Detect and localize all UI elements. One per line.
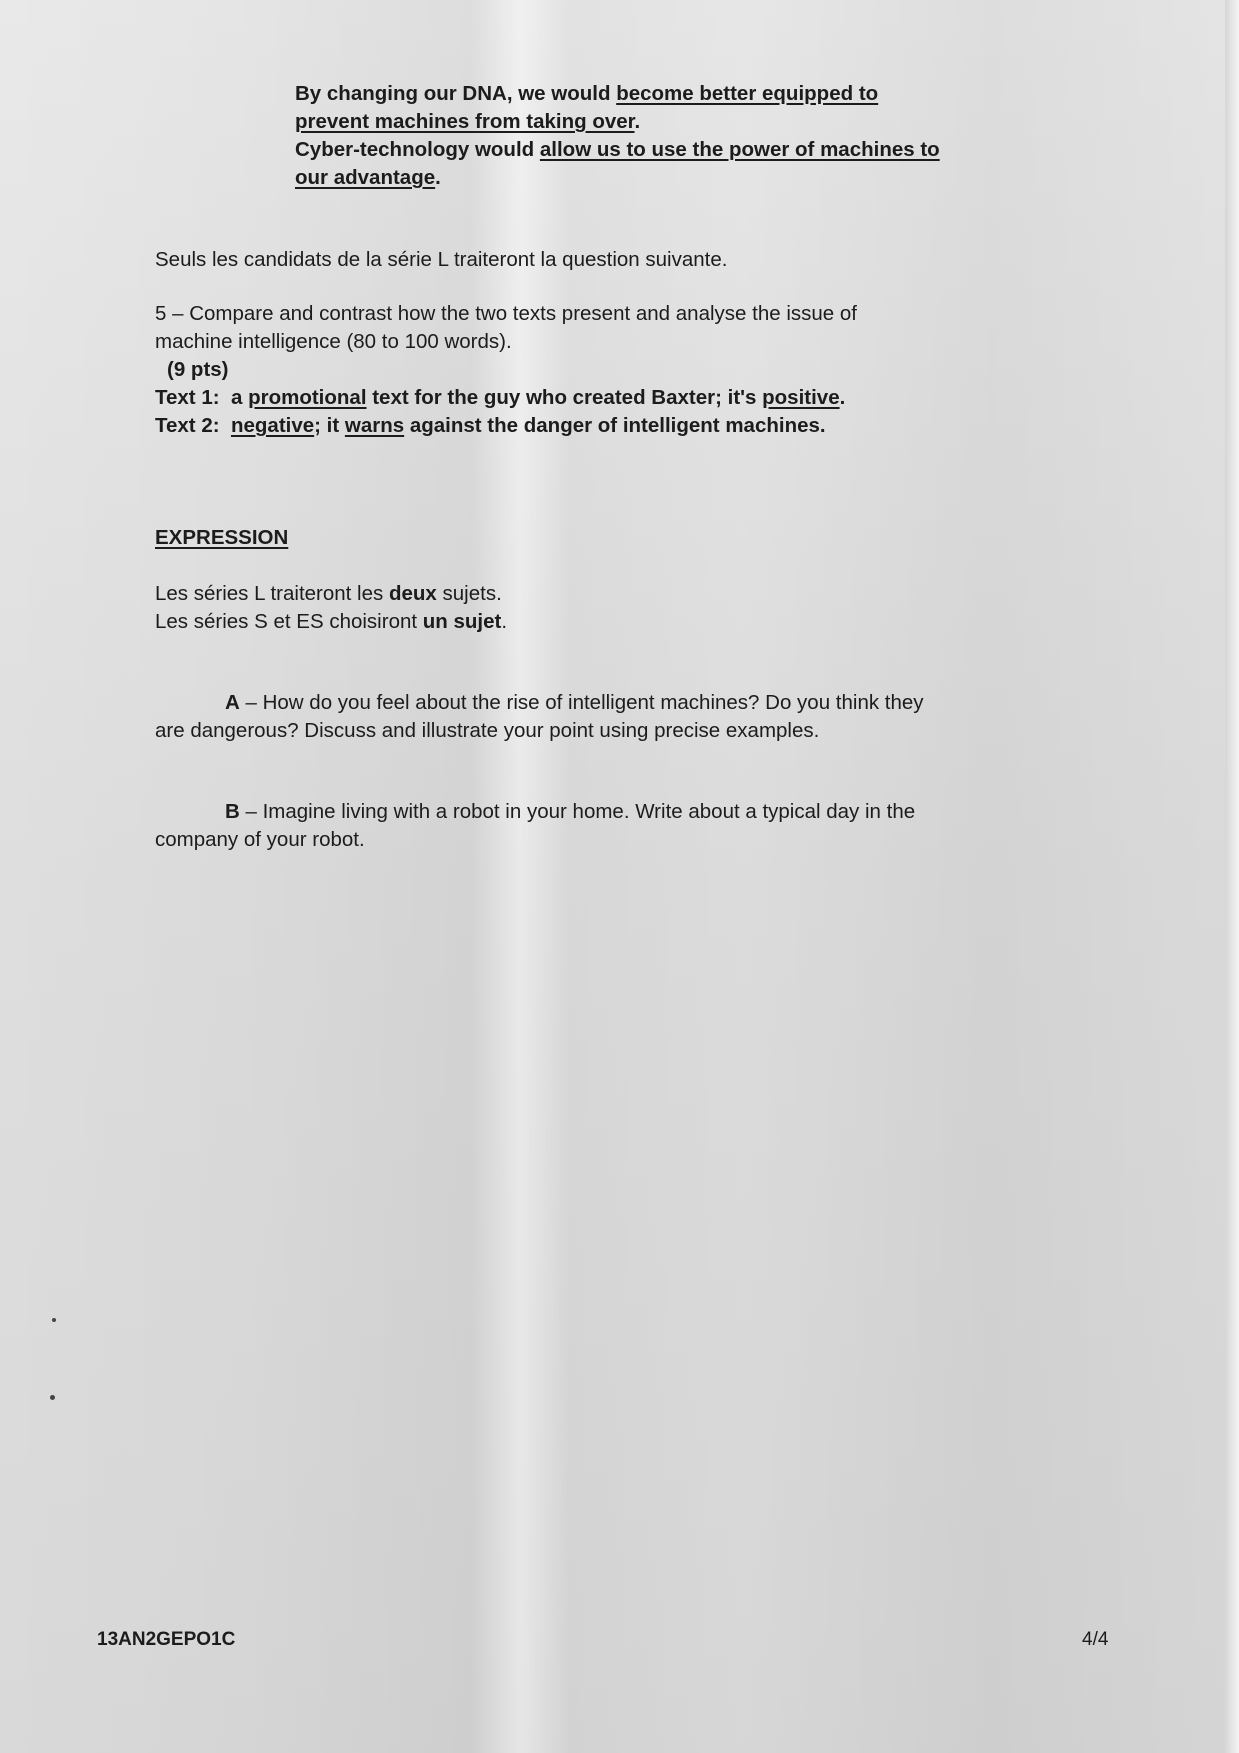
answer-line-1 — [295, 80, 1115, 108]
question-5-points: (9 pts) — [167, 358, 229, 381]
answer-text: Cyber-technology would — [295, 138, 540, 161]
instruction-text: Les séries L traiteront les — [155, 582, 389, 605]
answer-line-4 — [295, 164, 1115, 192]
underlined-phrase: our advantage — [295, 166, 436, 189]
underlined-phrase: warns — [344, 414, 405, 437]
question-5 — [155, 300, 1015, 440]
answer-text: By changing our DNA, we would — [295, 82, 617, 105]
series-instructions — [155, 580, 507, 636]
topic-b-line-2: company of your robot. — [155, 828, 365, 851]
question-5-line-2: machine intelligence (80 to 100 words). — [155, 330, 512, 353]
answer-text: . — [634, 110, 641, 133]
underlined-phrase: become better equipped to — [616, 82, 879, 105]
answer-block — [295, 80, 1115, 192]
instruction-text: Les séries S et ES choisiront — [155, 610, 423, 633]
text-2-answer — [155, 412, 1015, 440]
answer-line-3 — [295, 136, 1115, 164]
answer-text: against the danger of intelligent machines. — [404, 414, 826, 437]
series-l-line — [155, 580, 507, 608]
emphasis-text: un sujet — [422, 610, 502, 633]
scan-speck — [52, 1318, 56, 1322]
topic-b-line-1 — [155, 798, 1055, 826]
answer-text: . — [839, 386, 846, 409]
scan-speck — [50, 1395, 55, 1400]
underlined-phrase: promotional — [248, 386, 367, 409]
answer-text: text for the guy who created Baxter; it's — [366, 386, 763, 409]
instruction-text: . — [501, 610, 508, 633]
expression-heading: EXPRESSION — [155, 526, 289, 549]
underlined-phrase: positive — [762, 386, 840, 409]
emphasis-text: deux — [388, 582, 437, 605]
topic-label: B — [225, 800, 240, 823]
answer-text: . — [435, 166, 441, 189]
series-s-es-line — [155, 608, 507, 636]
underlined-phrase: allow us to use the power of machines to — [539, 138, 940, 161]
page-number: 4/4 — [1082, 1629, 1109, 1650]
topic-label: A — [225, 691, 240, 714]
text-label: Text 2: — [155, 414, 220, 437]
text-1-answer — [155, 384, 1015, 412]
underlined-phrase: negative — [230, 414, 315, 437]
topic-text: – Imagine living with a robot in your home. Write about a typical day in the — [239, 800, 916, 823]
topic-a-line-2: are dangerous? Discuss and illustrate your point using precise examples. — [155, 719, 820, 742]
answer-text: a — [230, 386, 249, 409]
instruction-text: sujets. — [436, 582, 502, 605]
question-5-line-1: 5 – Compare and contrast how the two texts present and analyse the issue of — [155, 302, 857, 325]
page-edge-shadow — [1225, 0, 1239, 1753]
underlined-phrase: prevent machines from taking over — [295, 110, 635, 133]
text-label: Text 1: — [155, 386, 220, 409]
l-only-instruction: Seuls les candidats de la série L traiteront la question suivante. — [155, 248, 728, 271]
topic-a-line-1 — [155, 689, 1055, 717]
topic-b — [155, 798, 1055, 854]
exam-code: 13AN2GEPO1C — [97, 1629, 236, 1650]
topic-a — [155, 689, 1055, 745]
topic-text: – How do you feel about the rise of intelligent machines? Do you think they — [239, 691, 924, 714]
answer-line-2 — [295, 108, 1115, 136]
answer-text: ; it — [314, 414, 345, 437]
